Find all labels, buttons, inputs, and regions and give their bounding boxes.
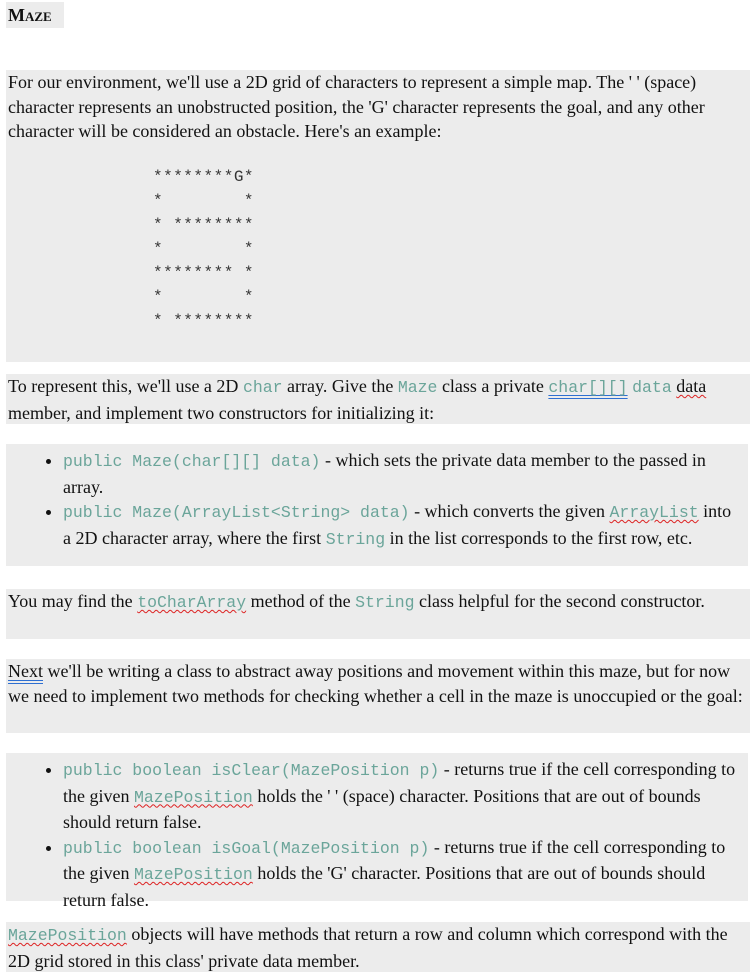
constructors-block <box>6 444 748 566</box>
list-item: • public Maze(ArrayList<String> data) - which converts the given ArrayList into a 2D character array, where the first String in the list corresponds to the first row, etc. <box>63 499 742 552</box>
code-mazeposition: MazePosition <box>8 926 127 945</box>
code-data: data <box>632 378 672 397</box>
list-item: • public boolean isClear(MazePosition p) - returns true if the cell corresponding to the given MazePosition holds the ' ' (space) character. Positions that are out of bounds should return false. <box>63 757 742 835</box>
methods-list <box>6 753 748 916</box>
list-item: • public boolean isGoal(MazePosition p) - returns true if the cell corresponding to the given MazePosition holds the 'G' character. Positions that are out of bounds should return false. <box>63 835 742 913</box>
constructors-list <box>6 444 748 556</box>
code-arraylist: ArrayList <box>609 503 699 522</box>
represent-paragraph: To represent this, we'll use a 2D char array. Give the Maze class a private char[][] data data member, and implement two constructors for initializing it: <box>6 374 750 424</box>
methods-block <box>6 753 748 910</box>
code-tochararray: toCharArray <box>137 593 247 612</box>
code-maze: Maze <box>397 378 438 397</box>
mazeposition-paragraph: MazePosition objects will have methods that return a row and column which correspond with the 2D grid stored in this class' private data member. <box>6 922 750 972</box>
code-char-array: char[][] <box>548 378 628 397</box>
code-string: String <box>325 529 386 549</box>
code-constructor-1: public Maze(char[][] data) <box>63 452 321 471</box>
next-paragraph: Next we'll be writing a class to abstract away positions and movement within this maze, but for now we need to implement two methods for checking whether a cell in the maze is unoccupied or the goal: <box>6 659 750 733</box>
spell-data: data <box>676 376 707 396</box>
code-string: String <box>355 593 415 612</box>
intro-paragraph: For our environment, we'll use a 2D grid of characters to represent a simple map. The ' ' (space) character represents an unobstructed position, the 'G' character represents the goal, and any other character will be considered an obstacle. Here's an example: <box>8 72 705 141</box>
code-mazeposition: MazePosition <box>133 865 253 884</box>
intro-block <box>6 70 750 362</box>
code-char: char <box>242 378 283 397</box>
code-mazeposition: MazePosition <box>133 787 253 807</box>
section-title: Maze <box>6 2 64 28</box>
maze-example: ********G* * * * ******** * * ******** * * * * ******** <box>153 168 255 330</box>
grammar-next: Next <box>8 661 43 681</box>
tochararray-paragraph: You may find the toCharArray method of the String class helpful for the second constructor. <box>6 589 750 639</box>
code-isclear: public boolean isClear(MazePosition p) <box>63 761 440 780</box>
code-constructor-2: public Maze(ArrayList<String> data) <box>63 503 410 522</box>
list-item: • public Maze(char[][] data) - which sets the private data member to the passed in array. <box>63 448 742 499</box>
code-isgoal: public boolean isGoal(MazePosition p) <box>63 838 430 858</box>
